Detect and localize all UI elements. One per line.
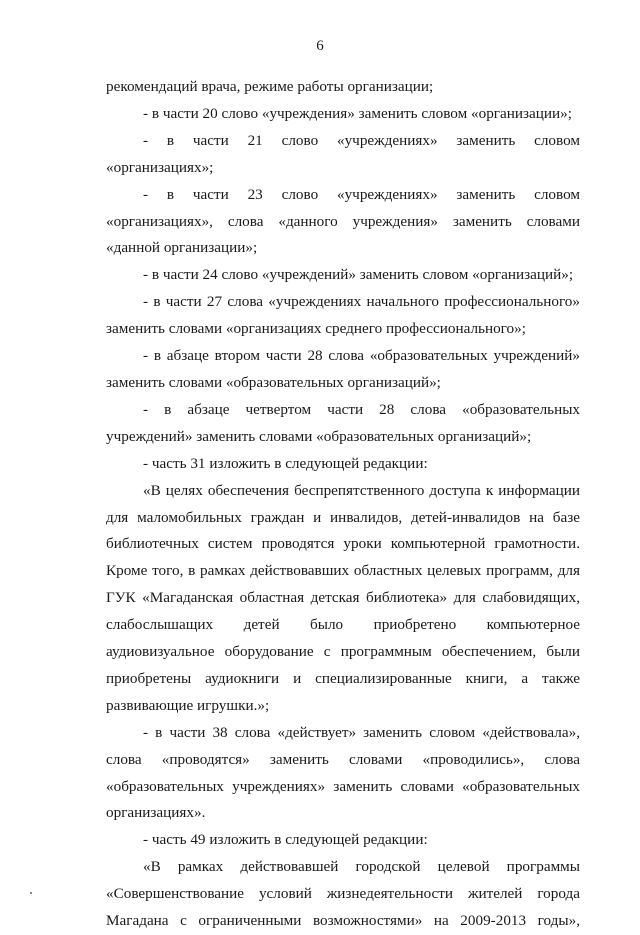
paragraph: - в абзаце втором части 28 слова «образовательных учреждений» заменить словами «образовательных организаций»; [106, 347, 580, 391]
document-body [106, 74, 580, 935]
paragraph: - в абзаце четвертом части 28 слова «образовательных учреждений» заменить словами «образовательных организаций»; [106, 400, 580, 445]
paragraph: рекомендаций врача, режиме работы организации; [106, 78, 434, 95]
paragraph: - в части 38 слова «действует» заменить словом «действовала», слова «проводятся» заменить словами «проводились», слова «образовательных учреждениях» заменить словами «образовательных организациях». [106, 723, 580, 822]
scan-artifact [30, 892, 32, 894]
paragraph: - в части 23 слово «учреждениях» заменить словом «организациях», слова «данного учреждения» заменить словами «данной организации»; [106, 185, 580, 257]
paragraph: - в части 24 слово «учреждений» заменить словом «организаций»; [143, 266, 574, 284]
paragraph: - в части 20 слово «учреждения» заменить словом «организации»; [143, 104, 572, 122]
paragraph: - часть 49 изложить в следующей редакции: [143, 831, 428, 849]
page-number: 6 [316, 38, 324, 54]
paragraph: - в части 21 слово «учреждениях» заменить словом «организациях»; [106, 131, 580, 176]
quoted-paragraph: «В рамках действовавшей городской целевой программы «Совершенствование условий жизнедеятельности жителей города Магадана с ограниченными возможностями» на 2009-2013 годы», [106, 858, 580, 930]
paragraph: - часть 31 изложить в следующей редакции: [143, 454, 428, 472]
paragraph: - в части 27 слова «учреждениях начального профессионального» заменить словами «организациях среднего профессионального»; [106, 293, 580, 338]
quoted-paragraph: «В целях обеспечения беспрепятственного доступа к информации для маломобильных граждан и инвалидов, детей-инвалидов на базе библиотечных систем проводятся уроки компьютерной грамотности. Кроме того, в рамках действовавших областных целевых программ, для ГУК «Магаданская областная детская библиотека» для слабовидящих, слабослышащих детей было приобретено компьютерное аудиовизуальное оборудование с программным обеспечением, были приобретены аудиокниги и специализированные книги, а также развивающие игрушки.»; [106, 481, 580, 714]
